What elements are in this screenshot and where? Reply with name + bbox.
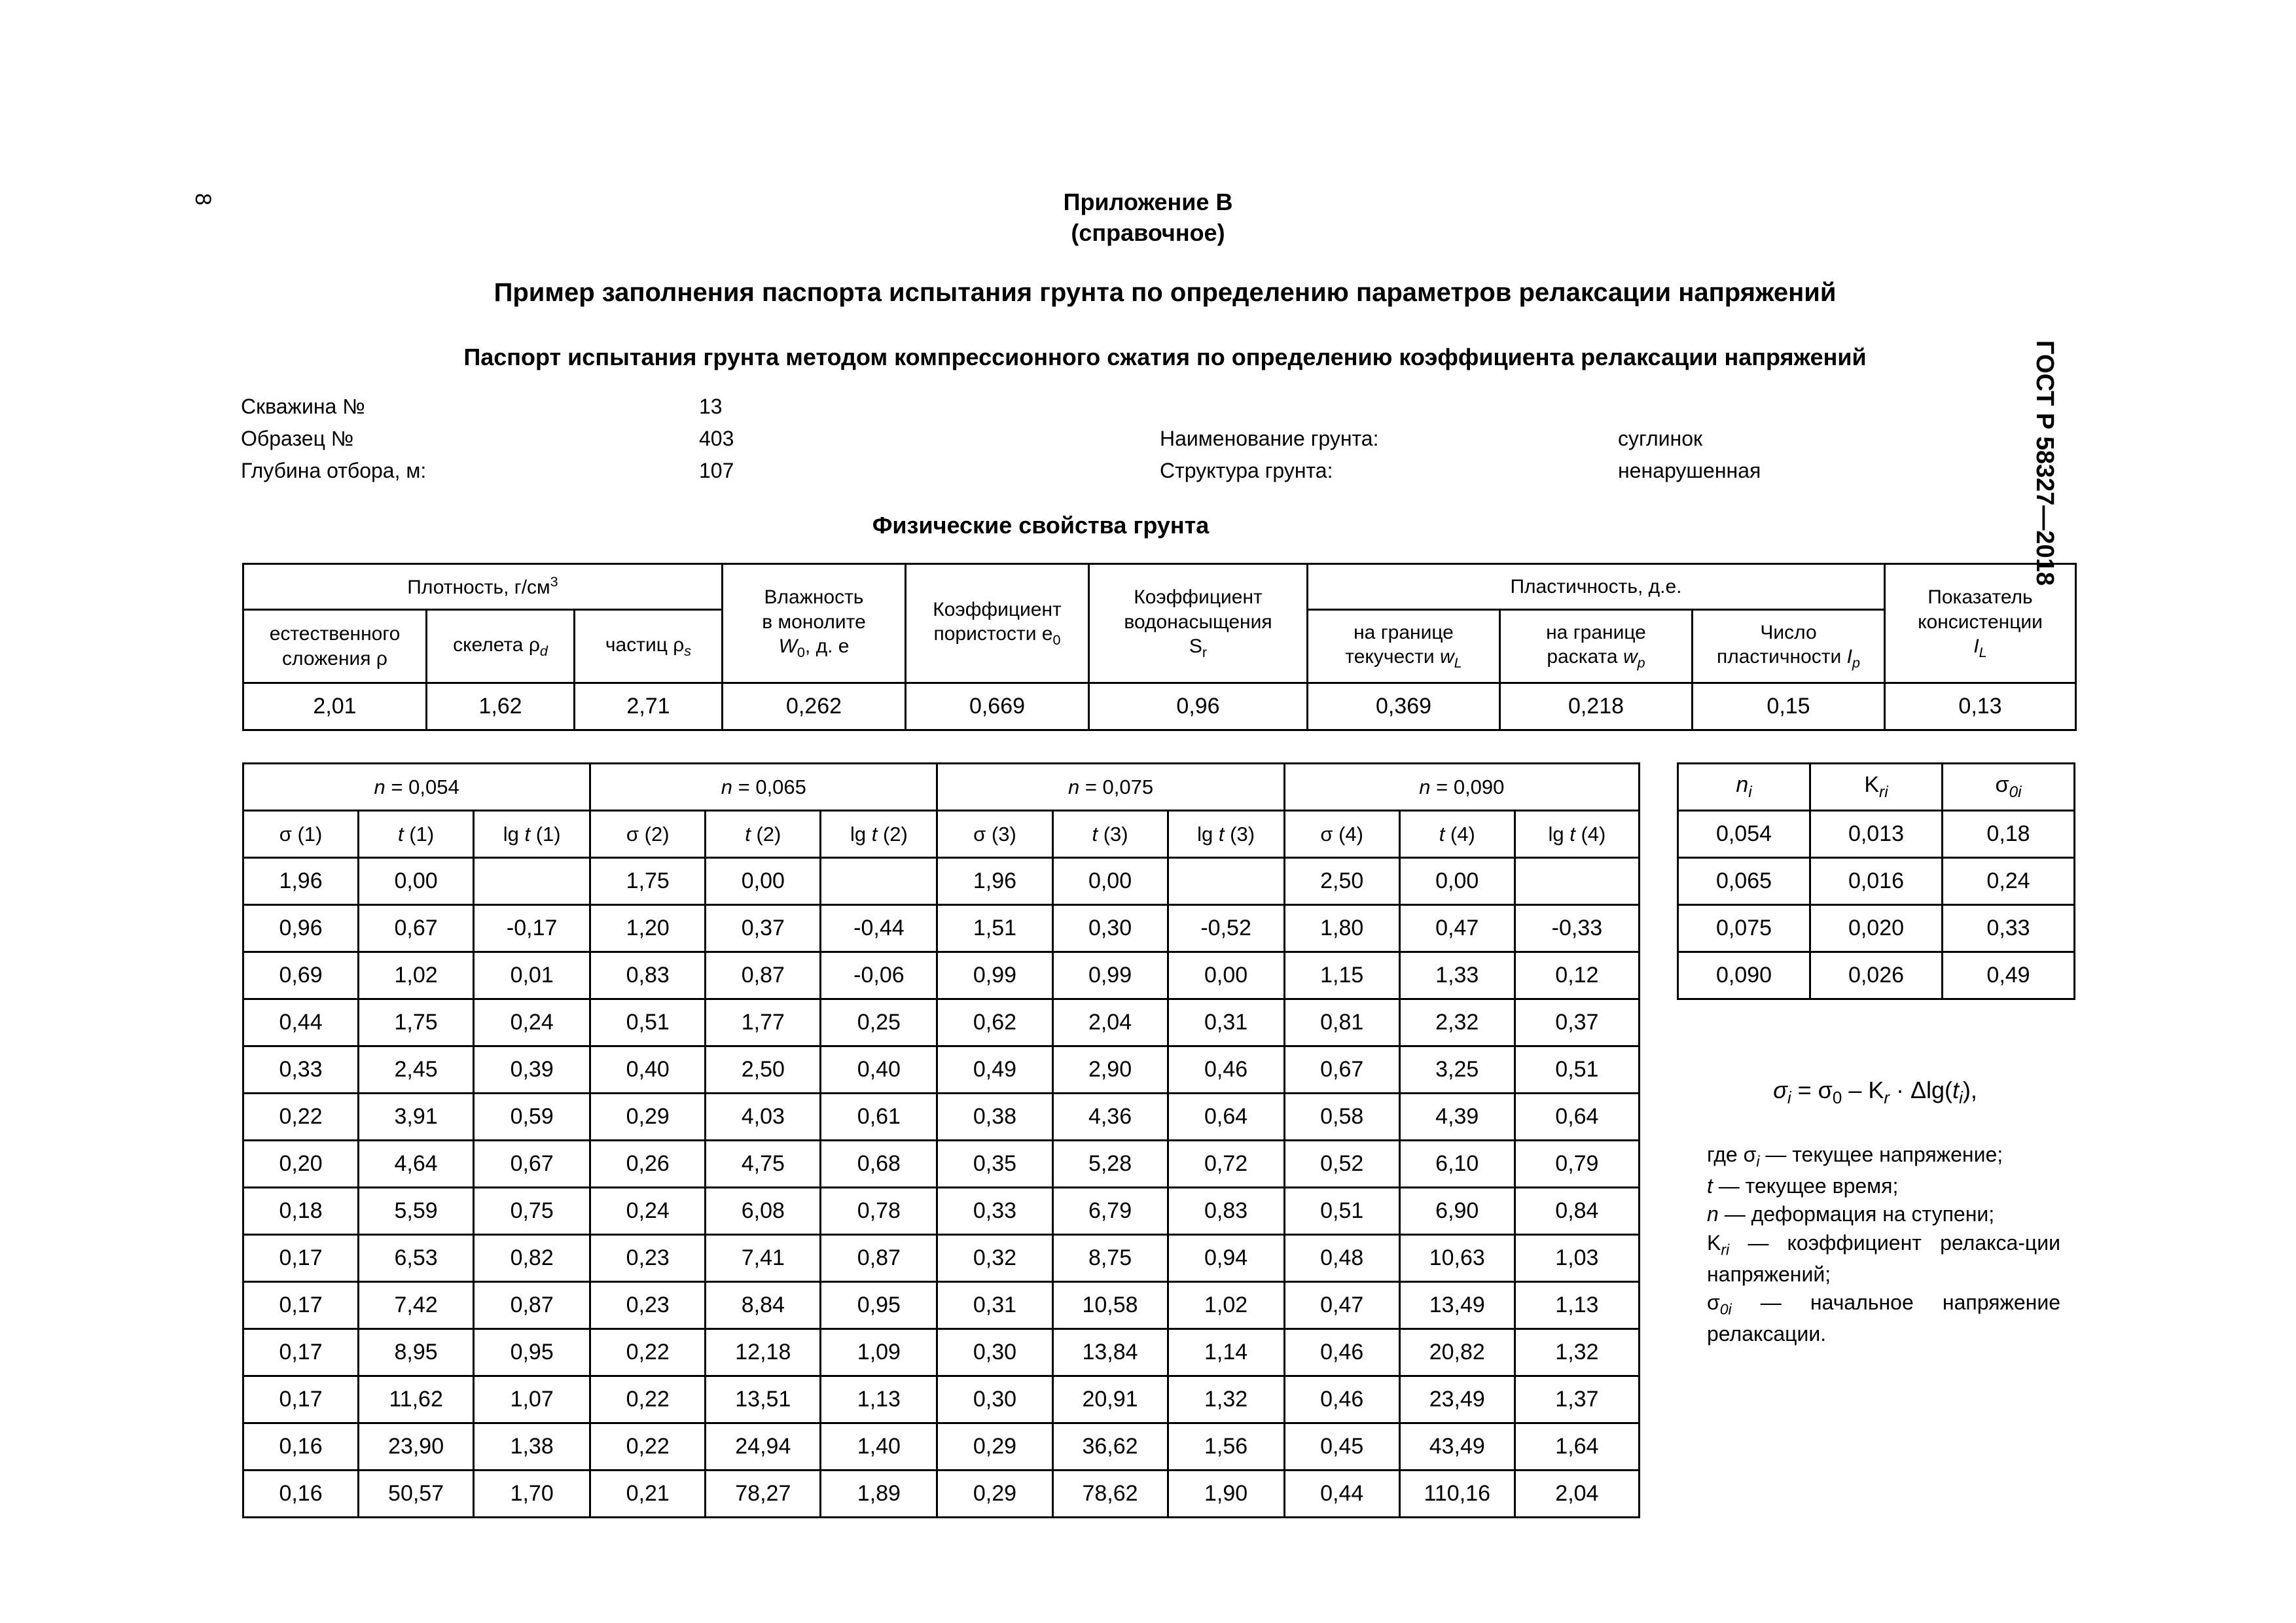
table-cell: 0,51 — [1515, 1046, 1639, 1094]
plasticity-group-header: Пластичность, д.е. — [1308, 564, 1885, 610]
table-cell: 0,44 — [1284, 1471, 1399, 1518]
table-cell: 2,90 — [1052, 1046, 1168, 1094]
table-cell: 2,50 — [1284, 858, 1399, 905]
log-time-column-header: lg t (4) — [1515, 811, 1639, 858]
plastic-limit-header: на границе раската $w_p$ — [1500, 610, 1693, 683]
table-cell: 0,46 — [1284, 1329, 1399, 1376]
table-cell: 0,82 — [474, 1235, 590, 1282]
table-cell: 1,13 — [821, 1376, 937, 1423]
plasticity-index-header: Число пластичности $I_p$ — [1693, 610, 1885, 683]
table-row — [243, 1235, 1640, 1282]
table-cell: 1,64 — [1515, 1423, 1639, 1471]
table-cell: 1,38 — [474, 1423, 590, 1471]
table-cell: 4,64 — [359, 1141, 474, 1188]
table-cell: 0,29 — [937, 1471, 1052, 1518]
table-cell: 20,91 — [1052, 1376, 1168, 1423]
physical-value-cell: 0,262 — [723, 683, 906, 730]
table-cell: 0,18 — [243, 1188, 359, 1235]
table-cell: 4,03 — [706, 1094, 821, 1141]
table-cell: 7,42 — [359, 1282, 474, 1329]
table-cell: 1,77 — [706, 999, 821, 1046]
table-cell: 1,89 — [821, 1471, 937, 1518]
physical-properties-table — [242, 563, 2077, 731]
table-cell: 0,16 — [243, 1471, 359, 1518]
table-cell: 0,69 — [243, 952, 359, 999]
table-cell: 12,18 — [706, 1329, 821, 1376]
table-cell: 1,32 — [1515, 1329, 1639, 1376]
physical-value-cell: 2,71 — [575, 683, 723, 730]
table-cell: 0,090 — [1678, 952, 1810, 999]
table-cell: 0,17 — [243, 1376, 359, 1423]
table-cell: 0,026 — [1810, 952, 1943, 999]
table-cell: 1,09 — [821, 1329, 937, 1376]
table-cell: 0,87 — [474, 1282, 590, 1329]
table-cell: 0,00 — [1052, 858, 1168, 905]
table-cell: 0,78 — [821, 1188, 937, 1235]
table-cell: 0,83 — [590, 952, 706, 999]
table-cell: 0,17 — [243, 1329, 359, 1376]
table-cell: 0,00 — [706, 858, 821, 905]
table-cell: 1,14 — [1168, 1329, 1284, 1376]
table-cell: 0,29 — [590, 1094, 706, 1141]
table-cell: 0,33 — [937, 1188, 1052, 1235]
table-cell: 0,68 — [821, 1141, 937, 1188]
legend-line: t — текущее время; — [1707, 1173, 1899, 1198]
table-row — [243, 1094, 1640, 1141]
porosity-header: Коэффициент пористости $e_0$ — [906, 564, 1089, 683]
table-row — [243, 1141, 1640, 1188]
table-cell: 11,62 — [359, 1376, 474, 1423]
liquid-limit-header: на границе текучести $w_L$ — [1308, 610, 1500, 683]
table-cell: 0,67 — [359, 905, 474, 952]
table-cell — [474, 858, 590, 905]
table-cell: 8,75 — [1052, 1235, 1168, 1282]
table-cell: 0,24 — [474, 999, 590, 1046]
table-cell: 0,99 — [937, 952, 1052, 999]
table-cell: 0,84 — [1515, 1188, 1639, 1235]
table-cell: 0,81 — [1284, 999, 1399, 1046]
table-cell: 0,00 — [359, 858, 474, 905]
table-cell: 2,04 — [1052, 999, 1168, 1046]
table-cell: 23,90 — [359, 1423, 474, 1471]
table-cell: 0,64 — [1515, 1094, 1639, 1141]
table-cell: 0,51 — [590, 999, 706, 1046]
table-cell: 0,24 — [590, 1188, 706, 1235]
table-cell: 0,22 — [590, 1329, 706, 1376]
table-cell: 1,32 — [1168, 1376, 1284, 1423]
table-cell: 0,45 — [1284, 1423, 1399, 1471]
table-cell: 0,49 — [937, 1046, 1052, 1094]
table-cell: 0,016 — [1810, 858, 1943, 905]
soil-name-value: суглинок — [1618, 427, 1702, 450]
well-value: 13 — [699, 395, 723, 418]
table-cell: 78,62 — [1052, 1471, 1168, 1518]
table-cell: 4,75 — [706, 1141, 821, 1188]
table-row — [1678, 952, 2075, 999]
table-cell: 0,22 — [590, 1376, 706, 1423]
saturation-header: Коэффициент водонасыщения $S_r$ — [1089, 564, 1308, 683]
log-time-column-header: lg t (1) — [474, 811, 590, 858]
table-cell: 13,51 — [706, 1376, 821, 1423]
table-cell: -0,52 — [1168, 905, 1284, 952]
relaxation-coefficients-table — [1677, 762, 2075, 1000]
table-cell: 0,38 — [937, 1094, 1052, 1141]
table-cell: 1,40 — [821, 1423, 937, 1471]
table-cell: 24,94 — [706, 1423, 821, 1471]
table-row — [243, 905, 1640, 952]
table-cell: 0,67 — [474, 1141, 590, 1188]
table-cell: 0,30 — [937, 1329, 1052, 1376]
table-cell: -0,33 — [1515, 905, 1639, 952]
formula-legend — [1707, 1141, 2060, 1348]
legend-line: n — деформация на ступени; — [1707, 1202, 1995, 1226]
table-cell: 6,79 — [1052, 1188, 1168, 1235]
table-cell: 0,23 — [590, 1282, 706, 1329]
table-cell: 0,29 — [937, 1423, 1052, 1471]
table-cell: -0,17 — [474, 905, 590, 952]
table-cell: 0,49 — [1943, 952, 2075, 999]
table-cell: 0,46 — [1284, 1376, 1399, 1423]
table-cell: 0,00 — [1399, 858, 1515, 905]
table-cell: 20,82 — [1399, 1329, 1515, 1376]
table-cell: 0,47 — [1399, 905, 1515, 952]
table-cell: 1,07 — [474, 1376, 590, 1423]
table-cell: 36,62 — [1052, 1423, 1168, 1471]
table-cell: 0,37 — [1515, 999, 1639, 1046]
table-cell: 0,065 — [1678, 858, 1810, 905]
table-cell: 6,90 — [1399, 1188, 1515, 1235]
table-cell: 0,40 — [590, 1046, 706, 1094]
time-column-header: t (4) — [1399, 811, 1515, 858]
relaxation-table — [242, 762, 1640, 1518]
table-cell: 0,94 — [1168, 1235, 1284, 1282]
table-cell: 0,52 — [1284, 1141, 1399, 1188]
table-cell: 0,17 — [243, 1235, 359, 1282]
table-cell: 1,02 — [1168, 1282, 1284, 1329]
physical-value-cell: 0,669 — [906, 683, 1089, 730]
structure-label: Структура грунта: — [1160, 459, 1333, 482]
table-cell: 1,75 — [359, 999, 474, 1046]
physical-value-cell: 0,369 — [1308, 683, 1500, 730]
table-cell: 0,44 — [243, 999, 359, 1046]
table-cell: 0,30 — [937, 1376, 1052, 1423]
table-cell: 0,16 — [243, 1423, 359, 1471]
table-cell: 0,72 — [1168, 1141, 1284, 1188]
table-cell: 5,28 — [1052, 1141, 1168, 1188]
table-cell: 0,31 — [937, 1282, 1052, 1329]
depth-label: Глубина отбора, м: — [241, 459, 427, 482]
table-cell: 0,31 — [1168, 999, 1284, 1046]
table-cell: 0,22 — [590, 1423, 706, 1471]
table-cell: 0,32 — [937, 1235, 1052, 1282]
table-cell: 0,24 — [1943, 858, 2075, 905]
table-cell — [821, 858, 937, 905]
depth-value: 107 — [699, 459, 734, 482]
particle-density-header: частиц $\rho_s$ — [575, 610, 723, 683]
table-cell: 1,56 — [1168, 1423, 1284, 1471]
physical-value-cell: 1,62 — [427, 683, 575, 730]
sample-value: 403 — [699, 427, 734, 450]
table-cell: 0,12 — [1515, 952, 1639, 999]
table-cell: 2,50 — [706, 1046, 821, 1094]
deformation-group-header: n = 0,065 — [590, 764, 937, 811]
table-cell: 0,75 — [474, 1188, 590, 1235]
table-cell: 0,46 — [1168, 1046, 1284, 1094]
table-cell: 1,80 — [1284, 905, 1399, 952]
table-cell: 110,16 — [1399, 1471, 1515, 1518]
table-cell: 0,47 — [1284, 1282, 1399, 1329]
table-cell: 4,36 — [1052, 1094, 1168, 1141]
sigma-column-header: σ (1) — [243, 811, 359, 858]
appendix-type: (справочное) — [1071, 219, 1225, 246]
table-cell: 13,49 — [1399, 1282, 1515, 1329]
legend-line: $\sigma_{0i}$ — начальное напряжение релаксации. — [1707, 1291, 2060, 1346]
table-cell: 78,27 — [706, 1471, 821, 1518]
sigma-column-header: σ (2) — [590, 811, 706, 858]
table-cell: 1,02 — [359, 952, 474, 999]
physical-value-cell: 2,01 — [243, 683, 427, 730]
table-row — [243, 1471, 1640, 1518]
natural-density-header: естественного сложения ρ — [243, 610, 427, 683]
table-cell: 1,15 — [1284, 952, 1399, 999]
sample-label: Образец № — [241, 427, 354, 450]
table-row — [243, 1188, 1640, 1235]
table-cell: 0,013 — [1810, 811, 1943, 858]
table-cell: 0,22 — [243, 1094, 359, 1141]
table-cell: 1,96 — [243, 858, 359, 905]
ni-header: $n_i$ — [1678, 764, 1810, 811]
appendix-title: Приложение В — [1063, 188, 1233, 215]
table-cell: 1,13 — [1515, 1282, 1639, 1329]
table-cell: 6,08 — [706, 1188, 821, 1235]
deformation-group-header: n = 0,090 — [1284, 764, 1639, 811]
table-cell: 43,49 — [1399, 1423, 1515, 1471]
table-cell: 0,95 — [474, 1329, 590, 1376]
main-title: Пример заполнения паспорта испытания грунта по определению параметров релаксации напряжений — [493, 278, 1837, 307]
table-cell: 0,64 — [1168, 1094, 1284, 1141]
table-cell: 1,51 — [937, 905, 1052, 952]
table-cell: 0,18 — [1943, 811, 2075, 858]
table-cell: 0,51 — [1284, 1188, 1399, 1235]
table-cell: 1,90 — [1168, 1471, 1284, 1518]
relaxation-formula: $\sigma_i = \sigma_0 - K_r \cdot \Delta\lg(t_i)$, — [1773, 1077, 1977, 1108]
table-cell: 2,04 — [1515, 1471, 1639, 1518]
table-cell: 0,99 — [1052, 952, 1168, 999]
table-cell: 0,58 — [1284, 1094, 1399, 1141]
table-cell: 0,21 — [590, 1471, 706, 1518]
table-row — [243, 1282, 1640, 1329]
table-cell: 0,67 — [1284, 1046, 1399, 1094]
table-cell: 0,95 — [821, 1282, 937, 1329]
document-code: ГОСТ Р 58327—2018 — [2031, 340, 2058, 586]
legend-line: $K_{ri}$ — коэффициент релакса-ции напряжений; — [1707, 1230, 2060, 1286]
table-cell: 0,25 — [821, 999, 937, 1046]
table-cell: 1,37 — [1515, 1376, 1639, 1423]
table-row — [243, 999, 1640, 1046]
table-cell: 5,59 — [359, 1188, 474, 1235]
kri-header: $K_{ri}$ — [1810, 764, 1943, 811]
table-cell: 6,10 — [1399, 1141, 1515, 1188]
table-cell: 1,03 — [1515, 1235, 1639, 1282]
table-row — [243, 1329, 1640, 1376]
sigma-column-header: σ (4) — [1284, 811, 1399, 858]
table-cell: 0,054 — [1678, 811, 1810, 858]
table-cell: 1,75 — [590, 858, 706, 905]
table-row — [243, 1423, 1640, 1471]
table-cell: 50,57 — [359, 1471, 474, 1518]
table-cell: -0,44 — [821, 905, 937, 952]
table-cell: 0,26 — [590, 1141, 706, 1188]
table-cell: 0,020 — [1810, 905, 1943, 952]
time-column-header: t (2) — [706, 811, 821, 858]
table-cell: 0,39 — [474, 1046, 590, 1094]
well-label: Скважина № — [241, 395, 365, 418]
table-cell: 0,35 — [937, 1141, 1052, 1188]
table-cell: 4,39 — [1399, 1094, 1515, 1141]
deformation-group-header: n = 0,075 — [937, 764, 1284, 811]
table-row — [243, 858, 1640, 905]
page-number: 8 — [190, 193, 215, 205]
table-cell: 0,87 — [821, 1235, 937, 1282]
table-cell: 0,30 — [1052, 905, 1168, 952]
table-cell: 0,87 — [706, 952, 821, 999]
skeleton-density-header: скелета $\rho_d$ — [427, 610, 575, 683]
table-cell: 1,20 — [590, 905, 706, 952]
table-cell: 3,25 — [1399, 1046, 1515, 1094]
structure-value: ненарушенная — [1618, 459, 1761, 482]
table-cell: 13,84 — [1052, 1329, 1168, 1376]
table-cell: 0,33 — [1943, 905, 2075, 952]
soil-name-label: Наименование грунта: — [1160, 427, 1379, 450]
table-row — [243, 952, 1640, 999]
table-cell: 10,63 — [1399, 1235, 1515, 1282]
table-row — [1678, 905, 2075, 952]
table-cell: 2,45 — [359, 1046, 474, 1094]
physical-value-cell: 0,96 — [1089, 683, 1308, 730]
table-cell: 0,33 — [243, 1046, 359, 1094]
table-cell: -0,06 — [821, 952, 937, 999]
table-cell: 0,00 — [1168, 952, 1284, 999]
log-time-column-header: lg t (3) — [1168, 811, 1284, 858]
table-row — [1678, 811, 2075, 858]
table-cell: 1,70 — [474, 1471, 590, 1518]
time-column-header: t (3) — [1052, 811, 1168, 858]
table-cell: 0,37 — [706, 905, 821, 952]
table-cell — [1168, 858, 1284, 905]
table-cell: 0,83 — [1168, 1188, 1284, 1235]
table-row — [243, 1046, 1640, 1094]
table-cell: 0,01 — [474, 952, 590, 999]
table-cell: 0,40 — [821, 1046, 937, 1094]
table-cell: 0,23 — [590, 1235, 706, 1282]
table-cell: 3,91 — [359, 1094, 474, 1141]
table-cell: 1,33 — [1399, 952, 1515, 999]
table-cell: 0,075 — [1678, 905, 1810, 952]
passport-title: Паспорт испытания грунта методом компрессионного сжатия по определению коэффициента релаксации напряжений — [463, 344, 1867, 370]
physical-value-cell: 0,218 — [1500, 683, 1693, 730]
table-cell: 0,48 — [1284, 1235, 1399, 1282]
table-cell: 23,49 — [1399, 1376, 1515, 1423]
physical-value-cell: 0,15 — [1693, 683, 1885, 730]
table-cell: 0,96 — [243, 905, 359, 952]
table-row — [243, 1376, 1640, 1423]
table-cell: 7,41 — [706, 1235, 821, 1282]
table-cell: 0,61 — [821, 1094, 937, 1141]
table-cell: 0,59 — [474, 1094, 590, 1141]
table-cell: 8,95 — [359, 1329, 474, 1376]
table-cell: 0,20 — [243, 1141, 359, 1188]
table-cell: 0,79 — [1515, 1141, 1639, 1188]
moisture-header: Влажность в монолите $W_0$, д. е — [723, 564, 906, 683]
log-time-column-header: lg t (2) — [821, 811, 937, 858]
sigma-column-header: σ (3) — [937, 811, 1052, 858]
physical-properties-title: Физические свойства грунта — [872, 512, 1210, 539]
table-row — [1678, 858, 2075, 905]
table-cell: 10,58 — [1052, 1282, 1168, 1329]
table-cell: 6,53 — [359, 1235, 474, 1282]
density-group-header: Плотность, $г/см^3$ — [243, 564, 723, 610]
table-cell — [1515, 858, 1639, 905]
table-cell: 0,17 — [243, 1282, 359, 1329]
consistency-header: Показатель консистенции $I_L$ — [1885, 564, 2076, 683]
table-cell: 2,32 — [1399, 999, 1515, 1046]
time-column-header: t (1) — [359, 811, 474, 858]
physical-value-cell: 0,13 — [1885, 683, 2076, 730]
sigma0i-header: $\sigma_{0i}$ — [1943, 764, 2075, 811]
table-cell: 1,96 — [937, 858, 1052, 905]
deformation-group-header: n = 0,054 — [243, 764, 590, 811]
table-cell: 0,62 — [937, 999, 1052, 1046]
table-cell: 8,84 — [706, 1282, 821, 1329]
legend-line: где $\sigma_i$ — текущее напряжение; — [1707, 1143, 2003, 1170]
